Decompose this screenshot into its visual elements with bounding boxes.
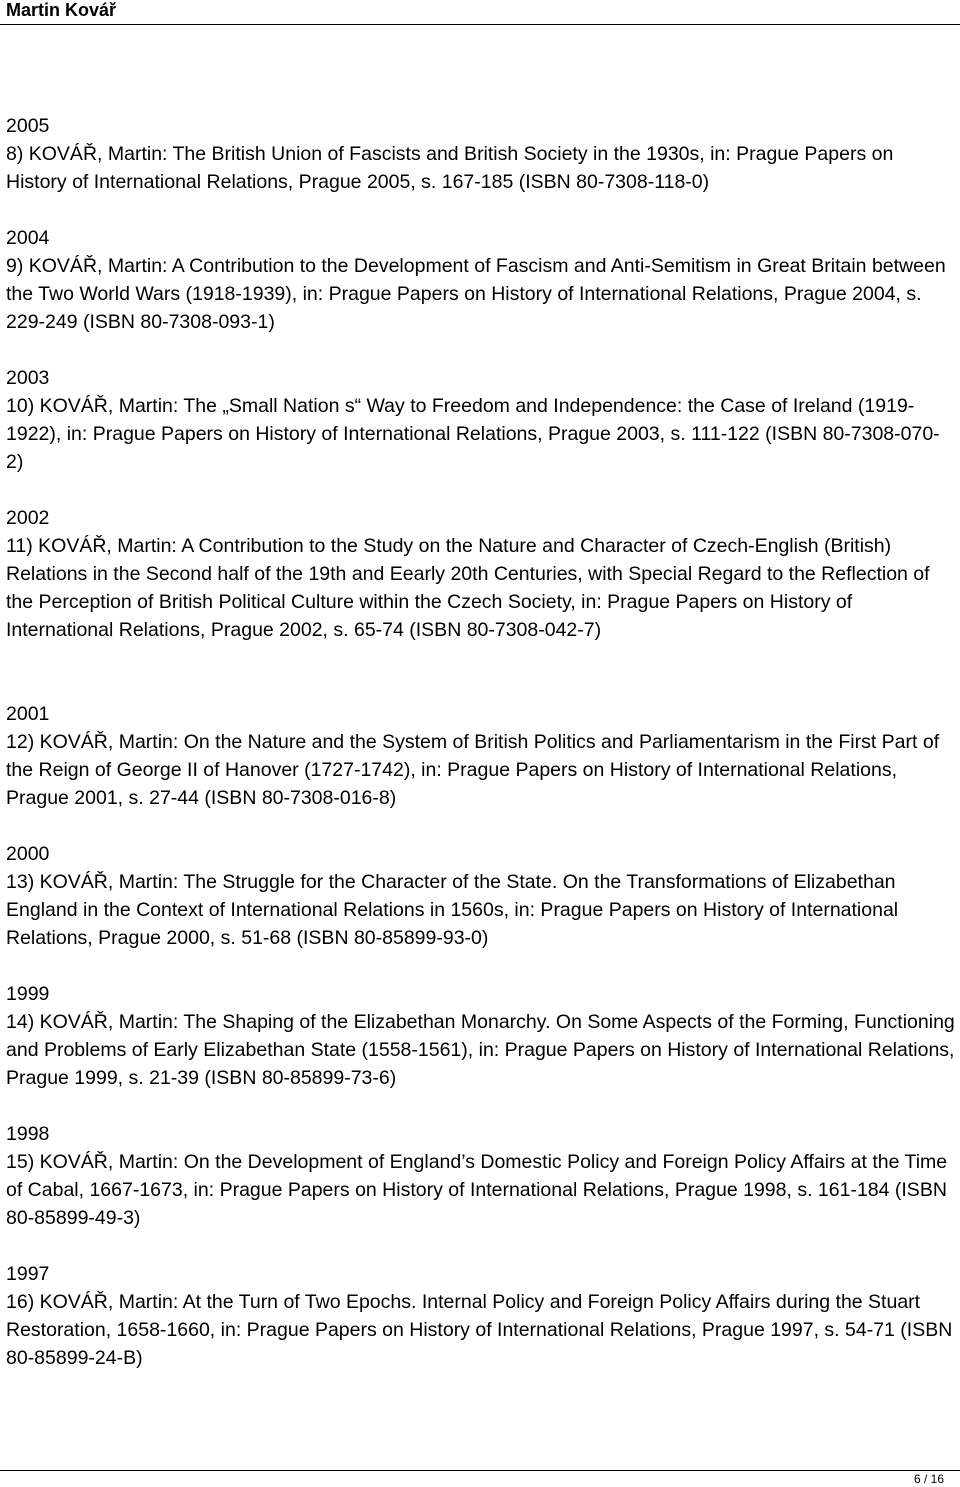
entry-citation: 14) KOVÁŘ, Martin: The Shaping of the Elizabethan Monarchy. On Some Aspects of the Forming, Functioning and Problems of Early Elizabethan State (1558-1561), in: Prague Papers on History of International Relations, Prague 1999, s. 21-39 (ISBN 80-85899-73-6) <box>6 1011 955 1089</box>
entry-citation: 15) KOVÁŘ, Martin: On the Development of England’s Domestic Policy and Foreign Policy Affairs at the Time of Cabal, 1667-1673, in: Prague Papers on History of International Relations, Prague 1998, s. 161-184 (ISBN 80-85899-49-3) <box>6 1151 948 1229</box>
entry-year: 1997 <box>6 1263 50 1285</box>
footer-divider <box>0 1470 960 1471</box>
entry-citation: 16) KOVÁŘ, Martin: At the Turn of Two Epochs. Internal Policy and Foreign Policy Affairs during the Stuart Restoration, 1658-1660, in: Prague Papers on History of International Relations, Prague 1997, s. 54-71 (ISBN 80-85899-24-B) <box>6 1291 953 1369</box>
entry-citation: 11) KOVÁŘ, Martin: A Contribution to the Study on the Nature and Character of Czech-English (British) Relations in the Second half of the 19th and Eearly 20th Centuries, with Special Regard to the Reflection of the Perception of British Political Culture within the Czech Society, in: Prague Papers on History of International Relations, Prague 2002, s. 65-74 (ISBN 80-7308-042-7) <box>6 535 930 641</box>
publication-entry <box>6 1120 956 1232</box>
header-divider <box>0 24 960 25</box>
entry-year: 1999 <box>6 983 50 1005</box>
page-header <box>0 0 960 24</box>
publication-entry <box>6 700 956 812</box>
entry-citation: 9) KOVÁŘ, Martin: A Contribution to the Development of Fascism and Anti-Semitism in Great Britain between the Two World Wars (1918-1939), in: Prague Papers on History of International Relations, Prague 2004, s. 229-249 (ISBN 80-7308-093-1) <box>6 255 946 333</box>
entry-citation: 13) KOVÁŘ, Martin: The Struggle for the Character of the State. On the Transformations of Elizabethan England in the Context of International Relations in 1560s, in: Prague Papers on History of International Relations, Prague 2000, s. 51-68 (ISBN 80-85899-93-0) <box>6 871 899 949</box>
publication-entry <box>6 504 956 644</box>
publication-entry <box>6 980 956 1092</box>
publication-entry <box>6 840 956 952</box>
entry-citation: 8) KOVÁŘ, Martin: The British Union of Fascists and British Society in the 1930s, in: Prague Papers on History of International Relations, Prague 2005, s. 167-185 (ISBN 80-7308-118-0) <box>6 143 894 193</box>
publication-entry <box>6 112 956 196</box>
entry-year: 2000 <box>6 843 50 865</box>
page-number: 6 / 16 <box>913 1472 944 1486</box>
publication-entry <box>6 224 956 336</box>
entry-year: 2005 <box>6 115 50 137</box>
entry-citation: 10) KOVÁŘ, Martin: The „Small Nation s“ Way to Freedom and Independence: the Case of Ireland (1919-1922), in: Prague Papers on History of International Relations, Prague 2003, s. 111-122 (ISBN 80-7308-070-2) <box>6 395 940 473</box>
entry-citation: 12) KOVÁŘ, Martin: On the Nature and the System of British Politics and Parliamentarism in the First Part of the Reign of George II of Hanover (1727-1742), in: Prague Papers on History of International Relations, Prague 2001, s. 27-44 (ISBN 80-7308-016-8) <box>6 731 940 809</box>
entry-year: 1998 <box>6 1123 50 1145</box>
entry-year: 2004 <box>6 227 50 249</box>
publication-entry <box>6 364 956 476</box>
entry-year: 2001 <box>6 703 50 725</box>
entry-year: 2002 <box>6 507 50 529</box>
entry-year: 2003 <box>6 367 50 389</box>
publication-entry <box>6 1260 956 1372</box>
header-author: Martin Kovář <box>6 0 117 20</box>
publication-list <box>6 112 956 1400</box>
